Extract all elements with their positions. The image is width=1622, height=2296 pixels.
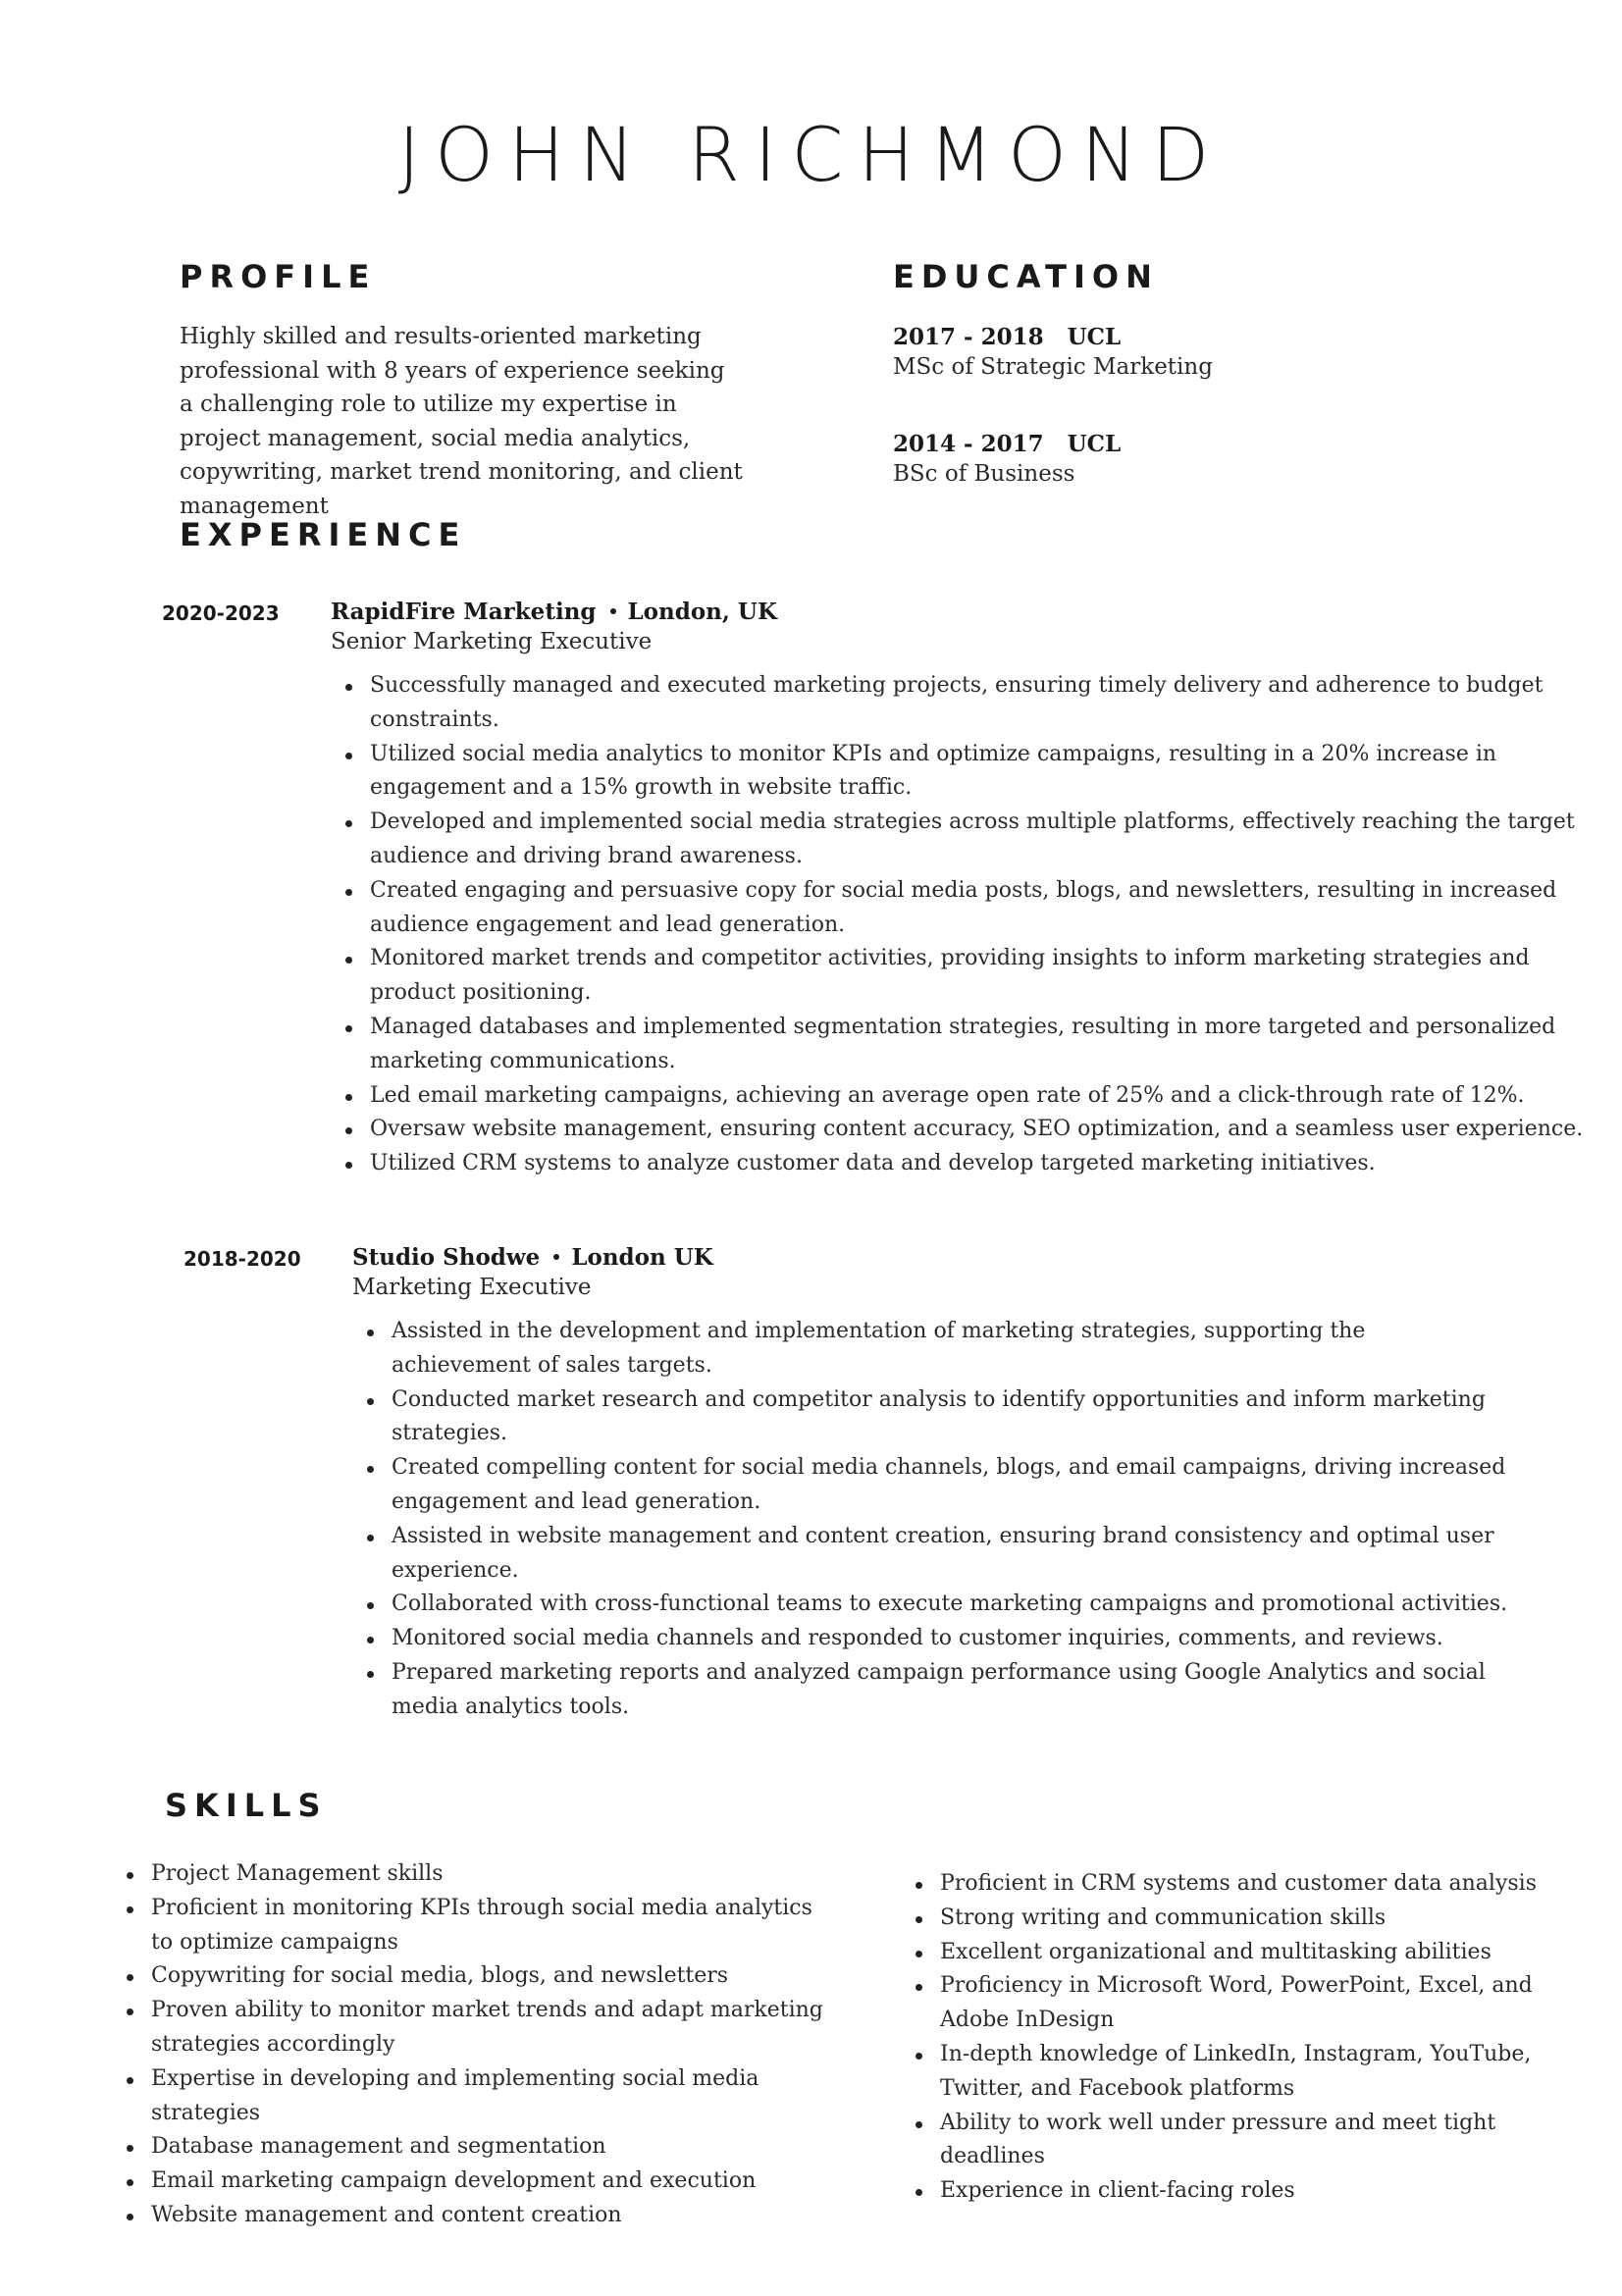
job-company: Studio Shodwe <box>352 1244 541 1271</box>
list-item: Managed databases and implemented segmentation strategies, resulting in more targeted and personalized marketing communications. <box>340 1011 1592 1079</box>
education-years-line <box>893 323 1121 352</box>
job-dates: 2018-2020 <box>183 1247 301 1271</box>
list-item: Proficiency in Microsoft Word, PowerPoint, Excel, and Adobe InDesign <box>911 1969 1578 2038</box>
list-item: Proficient in CRM systems and customer data analysis <box>911 1867 1578 1902</box>
job-header <box>352 1243 713 1273</box>
job-title: Senior Marketing Executive <box>331 629 653 654</box>
list-item: In-depth knowledge of LinkedIn, Instagram, YouTube, Twitter, and Facebook platforms <box>911 2038 1578 2107</box>
job-location: London, UK <box>627 599 777 625</box>
list-item: Excellent organizational and multitasking abilities <box>911 1936 1578 1970</box>
job-title: Marketing Executive <box>352 1275 592 1300</box>
education-heading: EDUCATION <box>893 258 1159 295</box>
list-item: Email marketing campaign development and execution <box>122 2165 838 2199</box>
list-item: Utilized social media analytics to monitor KPIs and optimize campaigns, resulting in a 20% increase in engagement and a 15% growth in website traffic. <box>340 738 1592 807</box>
list-item: Led email marketing campaigns, achieving an average open rate of 25% and a click-through rate of 12%. <box>340 1079 1592 1114</box>
job-dates: 2020-2023 <box>162 601 280 625</box>
experience-heading: EXPERIENCE <box>180 516 467 553</box>
list-item: Developed and implemented social media strategies across multiple platforms, effectively reaching the target audience and driving brand awareness. <box>340 806 1592 874</box>
resume-name: JOHN RICHMOND <box>397 111 1225 198</box>
skills-heading: SKILLS <box>165 1787 328 1824</box>
list-item: Created engaging and persuasive copy for social media posts, blogs, and newsletters, resulting in increased audience engagement and lead generation. <box>340 874 1592 943</box>
list-item: Assisted in the development and implementation of marketing strategies, supporting the achievement of sales targets. <box>362 1315 1510 1383</box>
education-school: UCL <box>1067 431 1122 457</box>
list-item: Prepared marketing reports and analyzed campaign performance using Google Analytics and social media analytics tools. <box>362 1656 1510 1725</box>
list-item: Database management and segmentation <box>122 2130 838 2165</box>
list-item: Oversaw website management, ensuring content accuracy, SEO optimization, and a seamless user experience. <box>340 1113 1592 1147</box>
job-company: RapidFire Marketing <box>331 599 597 625</box>
list-item: Expertise in developing and implementing social media strategies <box>122 2062 838 2131</box>
education-years-line <box>893 430 1121 459</box>
list-item: Assisted in website management and content creation, ensuring brand consistency and optimal user experience. <box>362 1520 1510 1589</box>
job-header <box>331 598 777 627</box>
list-item: Monitored market trends and competitor activities, providing insights to inform marketing strategies and product positioning. <box>340 942 1592 1011</box>
education-degree: BSc of Business <box>893 461 1075 487</box>
job-location: London UK <box>571 1244 713 1271</box>
job-bullet-list <box>362 1315 1510 1725</box>
list-item: Conducted market research and competitor analysis to identify opportunities and inform marketing strategies. <box>362 1383 1510 1452</box>
education-years: 2017 - 2018 <box>893 324 1044 350</box>
list-item: Utilized CRM systems to analyze customer data and develop targeted marketing initiatives. <box>340 1147 1592 1181</box>
list-item: Ability to work well under pressure and meet tight deadlines <box>911 2107 1578 2175</box>
list-item: Experience in client-facing roles <box>911 2174 1578 2209</box>
list-item: Created compelling content for social media channels, blogs, and email campaigns, driving increased engagement and lead generation. <box>362 1451 1510 1520</box>
list-item: Copywriting for social media, blogs, and newsletters <box>122 1959 838 1994</box>
list-item: Strong writing and communication skills <box>911 1902 1578 1936</box>
list-item: Website management and content creation <box>122 2199 838 2233</box>
list-item: Proficient in monitoring KPIs through social media analytics to optimize campaigns <box>122 1892 838 1960</box>
list-item: Project Management skills <box>122 1857 838 1892</box>
skills-list-left <box>122 1857 838 2233</box>
list-item: Successfully managed and executed marketing projects, ensuring timely delivery and adherence to budget constraints. <box>340 669 1592 738</box>
education-degree: MSc of Strategic Marketing <box>893 354 1213 380</box>
education-years: 2014 - 2017 <box>893 431 1044 457</box>
skills-list-right <box>911 1867 1578 2209</box>
list-item: Proven ability to monitor market trends and adapt marketing strategies accordingly <box>122 1994 838 2062</box>
job-bullet-list <box>340 669 1592 1181</box>
education-school: UCL <box>1067 324 1122 350</box>
separator-dot <box>553 1254 559 1260</box>
list-item: Monitored social media channels and responded to customer inquiries, comments, and reviews. <box>362 1622 1510 1656</box>
separator-dot <box>610 608 616 614</box>
list-item: Collaborated with cross-functional teams to execute marketing campaigns and promotional activities. <box>362 1588 1510 1622</box>
profile-heading: PROFILE <box>180 258 377 295</box>
profile-text: Highly skilled and results-oriented marketing professional with 8 years of experience seeking a challenging role to utilize my expertise in project management, social media analytics, copywriting, market trend monitoring, and client management <box>180 324 743 519</box>
